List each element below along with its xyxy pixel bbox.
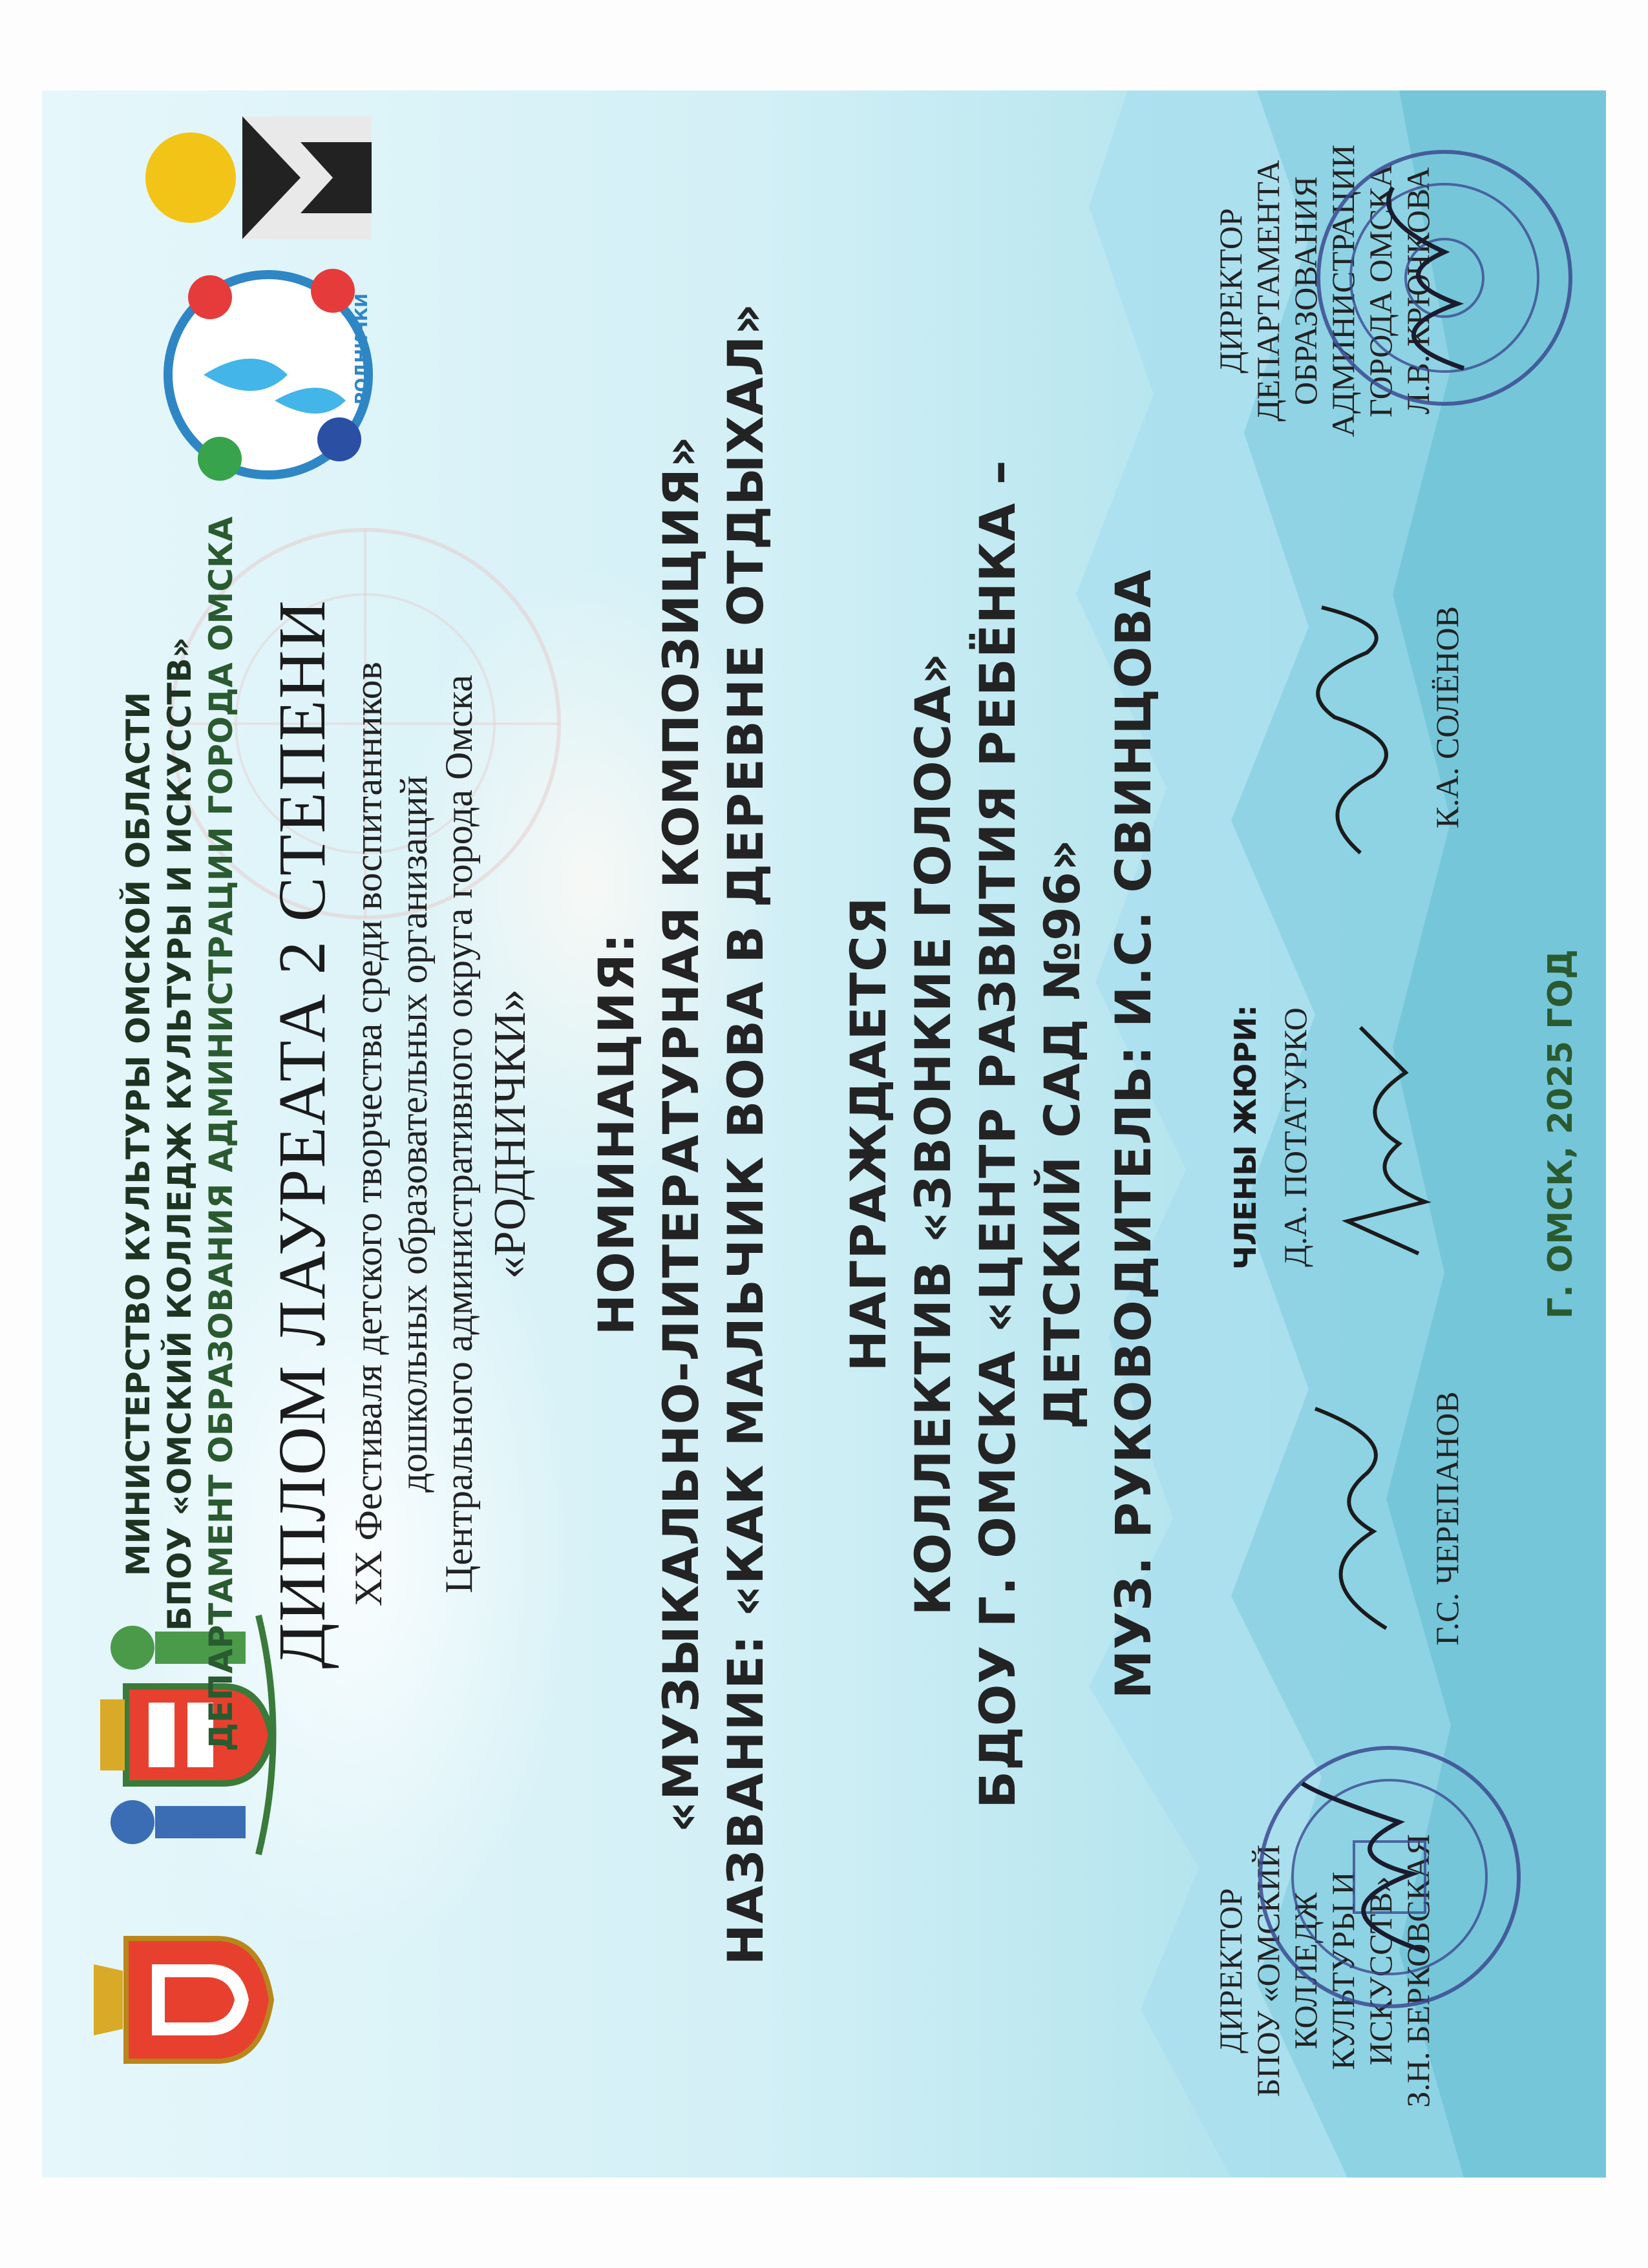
jury-member-1-name: Г.С. ЧЕРЕПАНОВ	[1429, 1391, 1465, 1646]
institution-line1: БДОУ Г. ОМСКА «ЦЕНТР РАЗВИТИЯ РЕБЁНКА –	[969, 459, 1026, 1809]
left-director-org2: КУЛЬТУРЫ И ИСКУССТВ»	[1325, 1871, 1399, 2070]
institution-line2: ДЕТСКИЙ САД №96»	[1033, 838, 1091, 1430]
jury-member-3-name: К.А. СОЛЁНОВ	[1429, 606, 1465, 828]
collective-name: КОЛЛЕКТИВ «ЗВОНКИЕ ГОЛОСА»	[904, 652, 962, 1616]
left-director-signature-icon	[1283, 1770, 1451, 1964]
music-leader: МУЗ. РУКОВОДИТЕЛЬ: И.С. СВИНЦОВА	[1104, 569, 1162, 1699]
festival-description-line3: Центрального административного округа города Омска	[438, 675, 480, 1593]
right-director-name: Л.В. КРЮЧКОВА	[1400, 167, 1436, 415]
festival-logo-label: РОДНИЧКИ	[352, 293, 372, 404]
right-director-role: ДИРЕКТОР	[1212, 208, 1249, 373]
right-director-org1: ДЕПАРТАМЕНТА ОБРАЗОВАНИЯ	[1250, 160, 1324, 422]
composition-name: НАЗВАНИЕ: «КАК МАЛЬЧИК ВОВА В ДЕРЕВНЕ ОТДЫХАЛ»	[717, 302, 774, 1966]
college-name: БПОУ «ОМСКИЙ КОЛЛЕДЖ КУЛЬТУРЫ И ИСКУССТВ»	[161, 636, 198, 1632]
jury-member-2-signature-icon	[1322, 1014, 1451, 1260]
nomination-label: НОМИНАЦИЯ:	[587, 932, 645, 1336]
place-and-year: Г. ОМСК, 2025 ГОД	[1541, 949, 1580, 1319]
nomination-value: «МУЗЫКАЛЬНО-ЛИТЕРАТУРНАЯ КОМПОЗИЦИЯ»	[652, 435, 710, 1833]
left-director-name: З.Н. БЕРКОВСКАЯ	[1400, 1834, 1436, 2108]
jury-label: ЧЛЕНЫ ЖЮРИ:	[1228, 1005, 1263, 1270]
right-director-org2: АДМИНИСТРАЦИИ ГОРОДА ОМСКА	[1325, 144, 1399, 437]
ministry-name: МИНИСТЕРСТВО КУЛЬТУРЫ ОМСКОЙ ОБЛАСТИ	[120, 691, 157, 1577]
awarded-label: НАГРАЖДАЕТСЯ	[840, 896, 897, 1372]
jury-member-1-signature-icon	[1289, 1402, 1412, 1635]
jury-member-3-signature-icon	[1283, 601, 1412, 859]
department-name: ДЕПАРТАМЕНТ ОБРАЗОВАНИЯ АДМИНИСТРАЦИИ ГОРОДА ОМСКА	[202, 516, 240, 1752]
diploma-title: ДИПЛОМ ЛАУРЕАТА 2 СТЕПЕНИ	[265, 599, 339, 1669]
left-director-role: ДИРЕКТОР	[1212, 1888, 1249, 2053]
festival-description-line1: XX Фестиваля детского творчества среди воспитанников	[347, 661, 390, 1607]
festival-description-line2: дошкольных образовательных организаций	[392, 775, 435, 1493]
festival-name: «РОДНИЧКИ»	[485, 989, 535, 1279]
right-director-signature-icon	[1347, 174, 1490, 381]
diploma-certificate	[42, 90, 1606, 2178]
left-director-org1: БПОУ «ОМСКИЙ КОЛЛЕДЖ	[1250, 1844, 1324, 2097]
jury-member-2-name: Д.А. ПОТАТУРКО	[1277, 1007, 1313, 1267]
